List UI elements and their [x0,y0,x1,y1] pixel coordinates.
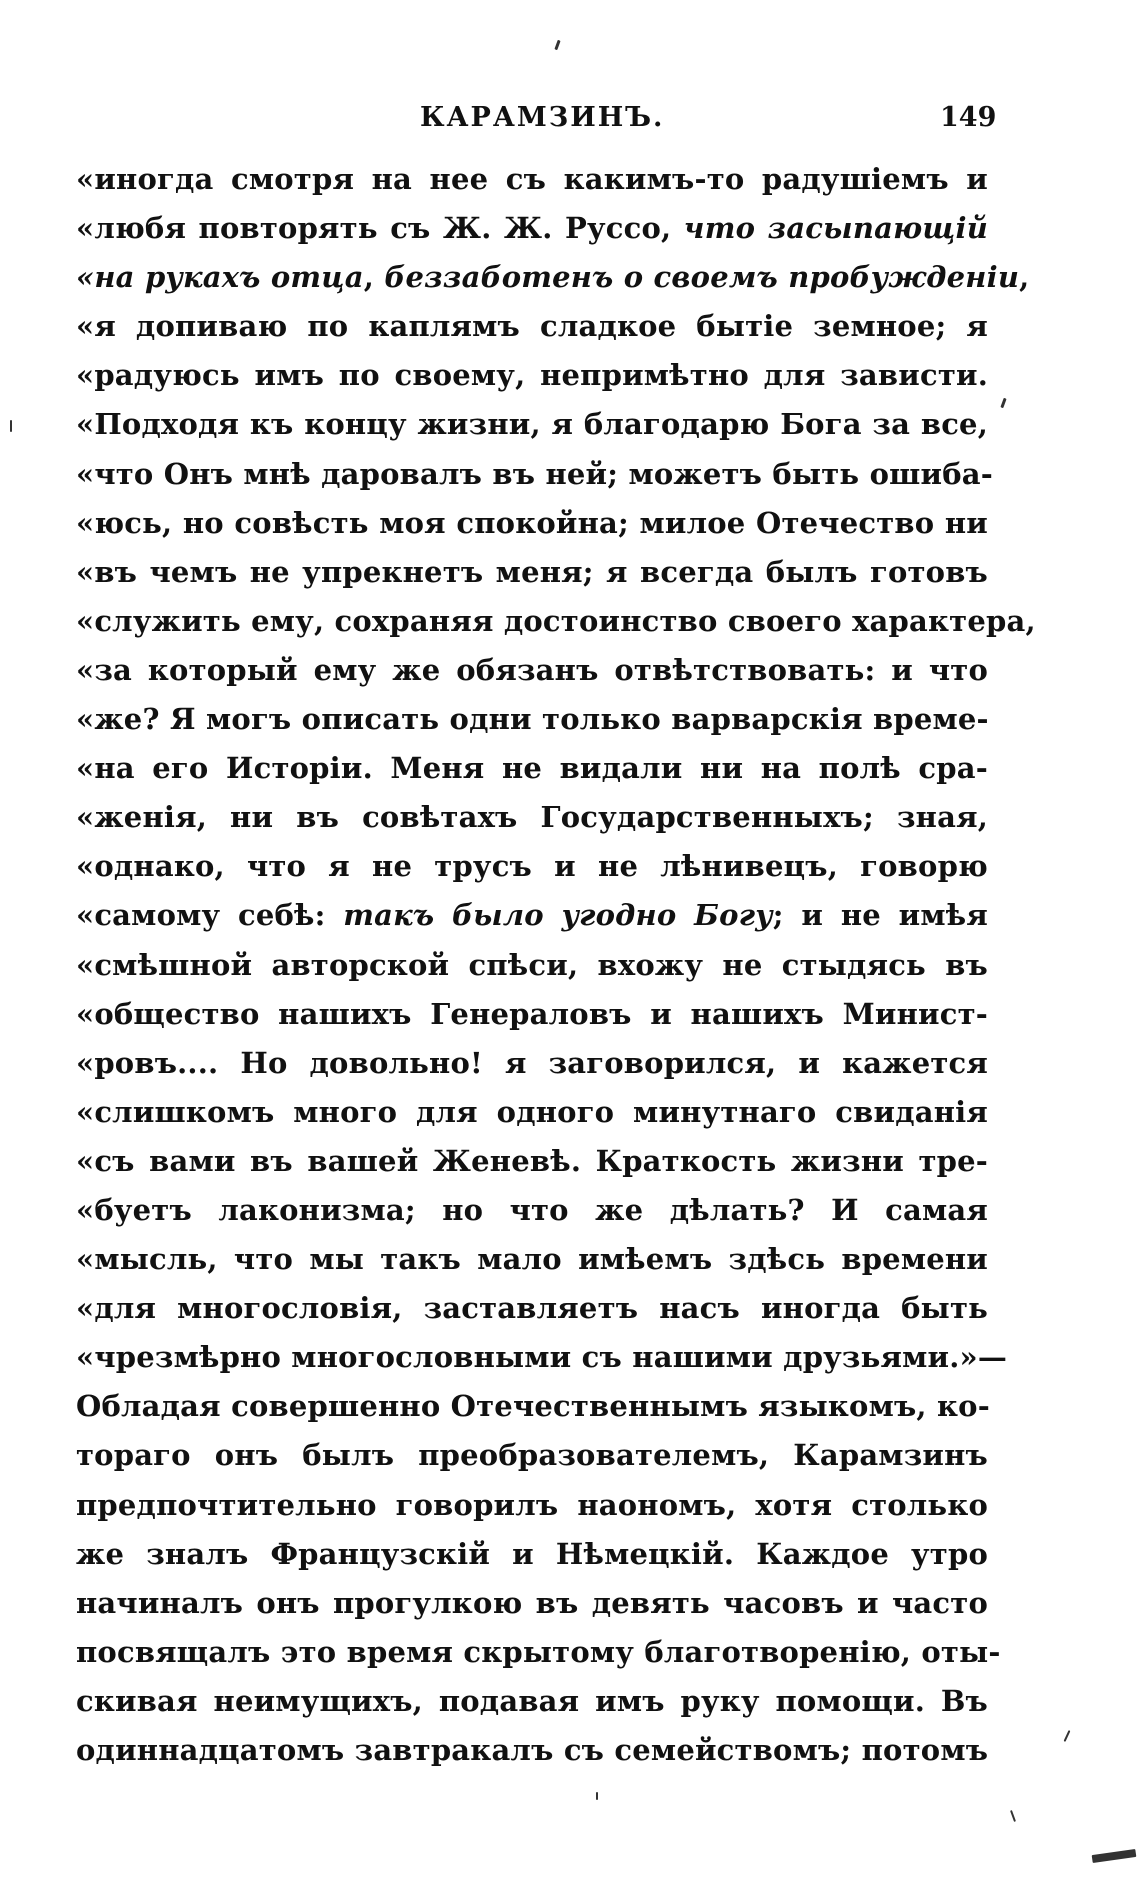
text-run: «общество нашихъ Генераловъ и нашихъ Минист- [76,996,988,1031]
text-run: «что Онъ мнѣ даровалъ въ ней; можетъ быть ошиба- [76,456,993,491]
italic-text-run: такъ было угодно Богу [343,898,773,933]
text-line [76,1333,1008,1382]
scan-speck [1010,1810,1016,1822]
italic-text-run: «на рукахъ отца [76,260,364,295]
scan-speck [1064,1730,1071,1742]
scan-speck [1092,1849,1137,1863]
text-line [76,351,988,400]
text-line [76,204,988,253]
text-line [76,1579,988,1628]
text-line [76,1530,988,1579]
italic-text-run: беззаботенъ о своемъ пробужденіи [384,260,1020,295]
text-run: «для многословія, заставляетъ насъ иногда быть [76,1291,988,1326]
text-line [76,1382,988,1431]
text-run: «Подходя къ концу жизни, я благодарю Бога за все, [76,407,988,442]
scan-speck [596,1792,598,1800]
page-number: 149 [940,102,997,133]
text-run: предпочтительно говорилъ наономъ, хотя столько [76,1487,988,1522]
text-line [76,597,1036,646]
scan-speck [554,40,560,50]
text-run: «съ вами въ вашей Женевѣ. Краткость жизни тре- [76,1143,988,1178]
text-run: Обладая совершенно Отечественнымъ языкомъ, ко- [76,1389,990,1424]
text-run: «радуюсь имъ по своему, непримѣтно для зависти. [76,358,988,393]
scan-speck [10,420,12,432]
text-line [76,842,988,891]
text-run: «любя повторять съ Ж. Ж. Руссо, [76,211,684,246]
text-line [76,1726,988,1775]
text-run: , [1019,260,1030,295]
text-line [76,1235,988,1284]
text-line [76,793,988,842]
text-run: «смѣшной авторской спѣси, вхожу не стыдясь въ [76,947,988,982]
text-line [76,155,988,204]
text-run: «слишкомъ много для одного минутнаго свиданія [76,1094,988,1129]
text-line [76,1137,988,1186]
text-line [76,1481,988,1530]
text-line [76,941,988,990]
text-run: «ровъ.... Но довольно! я заговорился, и кажется [76,1045,988,1080]
text-line [76,450,993,499]
text-line [76,646,988,695]
text-run: «иногда смотря на нее съ какимъ-то радушіемъ и [76,162,988,196]
text-line [76,695,988,744]
scan-speck [1000,398,1006,408]
text-line [76,1628,1001,1677]
text-run: , [363,260,385,295]
text-line [76,1431,988,1480]
text-run: «за который ему же обязанъ отвѣтствовать: и что [76,652,988,687]
text-run: «чрезмѣрно многословными съ нашими друзьями.»— [76,1340,1008,1375]
text-run: ; и не имѣя [772,898,988,933]
text-line [76,891,988,940]
text-run: «же? Я могъ описать одни только варварскія време- [76,702,989,737]
text-run: начиналъ онъ прогулкою въ девять часовъ и часто [76,1585,988,1620]
text-line [76,1186,988,1235]
text-run: «юсь, но совѣсть моя спокойна; милое Отечество ни [76,505,988,540]
text-run: скивая неимущихъ, подавая имъ руку помощи. Въ [76,1683,988,1718]
text-line [76,499,988,548]
text-run: «въ чемъ не упрекнетъ меня; я всегда былъ готовъ [76,554,988,589]
text-run: «самому себѣ: [76,898,344,933]
text-run: «мысль, что мы такъ мало имѣемъ здѣсь времени [76,1242,988,1277]
text-run: «буетъ лаконизма; но что же дѣлать? И самая [76,1192,988,1227]
running-title: КАРАМЗИНЪ. [420,102,665,133]
text-line [76,1039,988,1088]
text-line [76,1284,988,1333]
text-run: посвящалъ это время скрытому благотворенію, оты- [76,1634,1001,1669]
text-run: «я допиваю по каплямъ сладкое бытіе земное; я [76,309,988,344]
text-line [76,744,988,793]
text-line [76,253,1030,302]
text-run: «женія, ни въ совѣтахъ Государственныхъ; зная, [76,800,988,835]
text-line [76,302,988,351]
italic-text-run: что засыпающій [683,211,988,246]
text-line [76,548,988,597]
text-run: «однако, что я не трусъ и не лѣнивецъ, говорю [76,849,988,884]
text-line [76,1677,988,1726]
text-run: тораго онъ былъ преобразователемъ, Карамзинъ [76,1438,988,1473]
text-run: одиннадцатомъ завтракалъ съ семействомъ; потомъ [76,1733,989,1767]
text-line [76,400,988,449]
body-text [76,155,1036,1775]
text-run: «на его Исторіи. Меня не видали ни на полѣ сра- [76,751,988,786]
text-line [76,990,988,1039]
text-run: же зналъ Французскій и Нѣмецкій. Каждое утро [76,1536,988,1571]
text-run: «служить ему, сохраняя достоинство своего характера, [76,603,1036,638]
text-line [76,1088,988,1137]
